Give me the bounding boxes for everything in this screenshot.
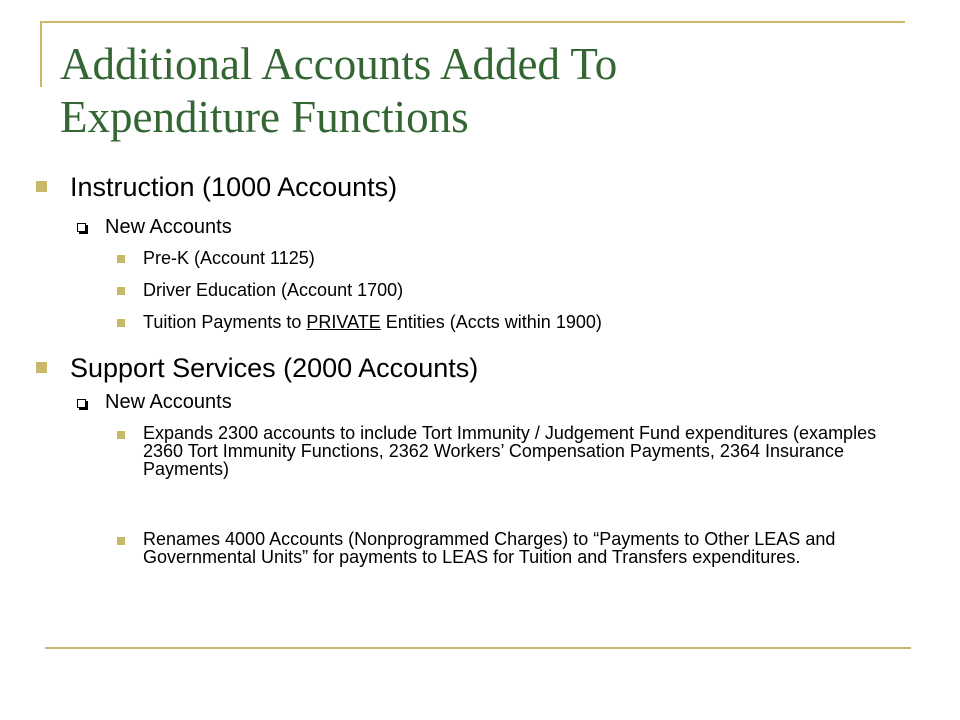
title-line-2: Expenditure Functions [60, 92, 469, 142]
title-line-1: Additional Accounts Added To [60, 39, 618, 89]
square-bullet-icon [117, 287, 125, 295]
list-item: Driver Education (Account 1700) [143, 280, 404, 300]
square-bullet-icon [36, 362, 47, 373]
square-bullet-icon [117, 255, 125, 263]
slide-title [60, 38, 900, 144]
item-text-before: Tuition Payments to [143, 312, 307, 332]
square-bullet-icon [117, 431, 125, 439]
item-text-underlined: PRIVATE [306, 312, 381, 332]
left-rule [40, 21, 42, 87]
sub-heading: New Accounts [105, 216, 232, 238]
top-rule [40, 21, 905, 23]
square-bullet-icon [117, 319, 125, 327]
square-bullet-icon [36, 181, 47, 192]
hollow-square-bullet-icon [77, 399, 86, 408]
sub-heading: New Accounts [105, 391, 232, 413]
bottom-rule [45, 647, 911, 649]
list-item: Renames 4000 Accounts (Nonprogrammed Charges) to “Payments to Other LEAS and Governmental Units” for payments to LEAS for Tuition and Transfers expenditures. [143, 529, 836, 567]
item-text-after: Entities (Accts within 1900) [380, 312, 602, 332]
list-item: Expands 2300 accounts to include Tort Immunity / Judgement Fund expenditures (examples 2360 Tort Immunity Functions, 2362 Workers’ Compensation Payments, 2364 Insurance Payments) [143, 423, 877, 479]
list-item: Pre-K (Account 1125) [143, 248, 315, 268]
hollow-square-bullet-icon [77, 223, 86, 232]
list-item [143, 313, 883, 331]
square-bullet-icon [117, 537, 125, 545]
